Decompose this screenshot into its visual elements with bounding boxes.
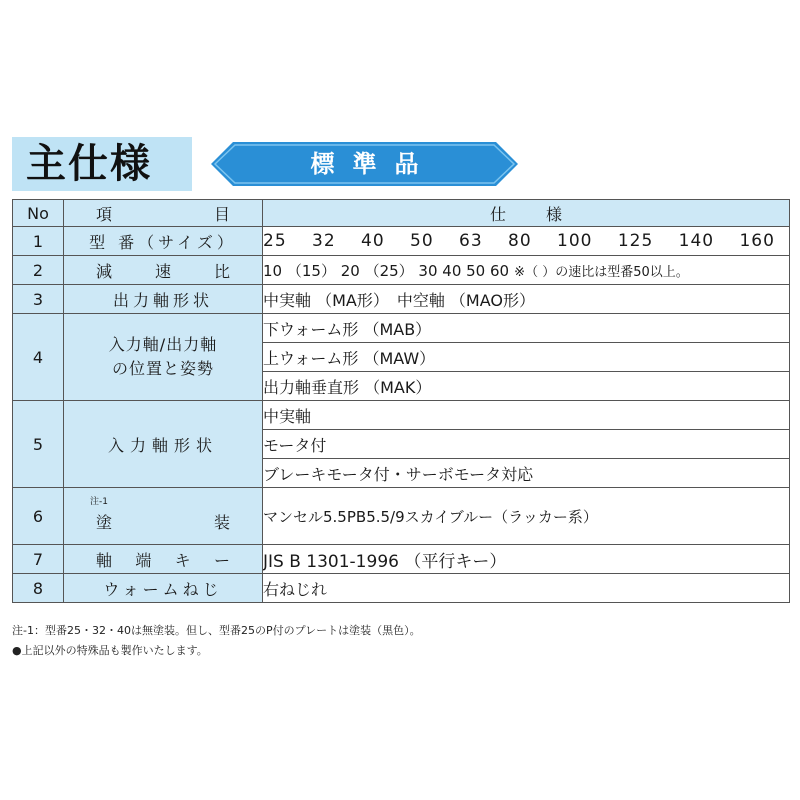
- row-item-label: [64, 314, 263, 401]
- row-value: 中実軸: [263, 401, 790, 430]
- row-item-label: ウォームねじ: [64, 574, 263, 603]
- row-value: [263, 256, 790, 285]
- row-number: 1: [13, 227, 64, 256]
- row-item-char: 比: [213, 261, 230, 281]
- row-value: 出力軸垂直形 （MAK）: [263, 372, 790, 401]
- row-number: 6: [13, 488, 64, 545]
- row-number: 7: [13, 545, 64, 574]
- row-number: 3: [13, 285, 64, 314]
- size-value: 40: [361, 231, 385, 251]
- row-item-char: 端: [135, 550, 152, 570]
- table-row: [13, 545, 790, 574]
- row-value: 上ウォーム形 （MAW）: [263, 343, 790, 372]
- row-item-char: 減: [96, 261, 113, 281]
- row-value: JIS B 1301-1996 （平行キー）: [263, 545, 790, 574]
- size-value: 160: [739, 231, 775, 251]
- row-item-label: [64, 256, 263, 285]
- footnote-paint: 注-1：型番25・32・40は無塗装。但し、型番25のP付のプレートは塗装（黒色）。: [12, 624, 421, 637]
- spec-table: [12, 199, 790, 603]
- row-number: 4: [13, 314, 64, 401]
- size-value: 80: [508, 231, 532, 251]
- column-header-no: No: [13, 200, 64, 227]
- table-row: [13, 574, 790, 603]
- row-value: 右ねじれ: [263, 574, 790, 603]
- row-item-line: 入力軸/出力軸: [108, 335, 218, 354]
- footnote-special: ●上記以外の特殊品も製作いたします。: [12, 644, 208, 657]
- row-item-char: 軸: [96, 550, 113, 570]
- table-row: [13, 401, 790, 430]
- row-item-line: の位置と姿勢: [111, 359, 214, 378]
- size-value: 125: [617, 231, 654, 251]
- row-item-char: ー: [213, 550, 230, 570]
- table-row: [13, 227, 790, 256]
- column-header-spec: 仕様: [263, 200, 790, 227]
- table-header-row: [13, 200, 790, 227]
- row-value: ブレーキモータ付・サーボモータ対応: [263, 459, 790, 488]
- size-value: 100: [557, 231, 593, 251]
- row-number: 2: [13, 256, 64, 285]
- table-row: [13, 488, 790, 545]
- row-item-label: 入力軸形状: [64, 401, 263, 488]
- row-item-char: 速: [154, 261, 171, 281]
- size-value: 50: [410, 231, 434, 251]
- ratio-values: 10 （15） 20 （25） 30 40 50 60: [263, 261, 510, 280]
- row-number: 5: [13, 401, 64, 488]
- row-value: 下ウォーム形 （MAB）: [263, 314, 790, 343]
- row-item-char: 装: [213, 512, 230, 532]
- size-value: 63: [459, 231, 483, 251]
- row-item-char: 塗: [96, 512, 113, 532]
- column-header-item: [64, 200, 263, 227]
- size-list: [263, 231, 789, 251]
- row-item-label: [64, 545, 263, 574]
- page-title: 主仕様: [26, 141, 152, 187]
- banner-label: 標準品: [310, 150, 437, 178]
- row-item-label: [64, 488, 263, 545]
- row-number: 8: [13, 574, 64, 603]
- size-value: 140: [678, 231, 715, 251]
- row-value: [263, 227, 790, 256]
- row-item-label: 型 番（サイズ）: [64, 227, 263, 256]
- table-row: [13, 256, 790, 285]
- table-row: [13, 314, 790, 343]
- column-header-item-right: 目: [213, 204, 230, 224]
- size-value: 25: [263, 231, 287, 251]
- size-value: 32: [312, 231, 336, 251]
- row-value: マンセル5.5PB5.5/9スカイブルー（ラッカー系）: [263, 488, 790, 545]
- row-item-char: キ: [174, 550, 191, 570]
- ratio-note: ※（ ）の速比は型番50以上。: [514, 264, 689, 280]
- row-value: モータ付: [263, 430, 790, 459]
- row-value: 中実軸 （MA形） 中空軸 （MAO形）: [263, 285, 790, 314]
- row-item-label: 出力軸形状: [64, 285, 263, 314]
- row-item-note: 注-1: [90, 497, 108, 507]
- table-row: [13, 285, 790, 314]
- column-header-item-left: 項: [96, 204, 113, 224]
